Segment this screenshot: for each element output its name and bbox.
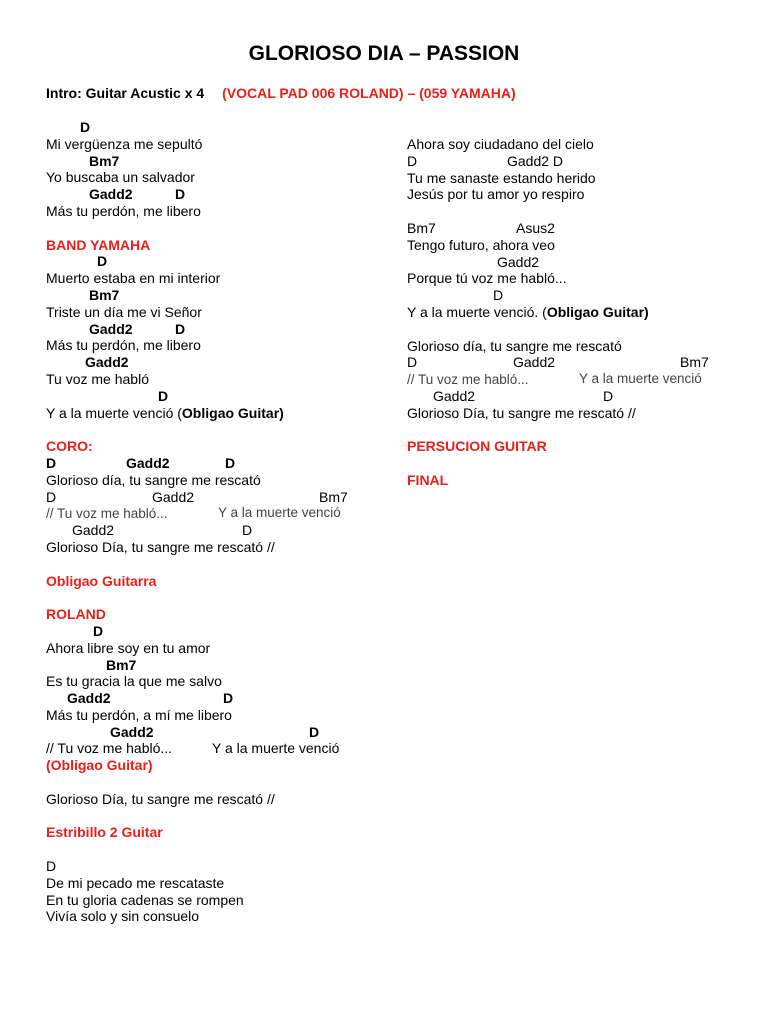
chord-line bbox=[407, 354, 747, 371]
intro-label: Intro: Guitar Acustic x 4 bbox=[46, 85, 205, 101]
section-heading-coro: CORO: bbox=[46, 438, 93, 455]
lyric-line: Glorioso Día, tu sangre me rescató // bbox=[46, 538, 275, 555]
lyric-line: Glorioso Día, tu sangre me rescató // bbox=[46, 790, 275, 807]
lyric-line: Ahora soy ciudadano del cielo bbox=[407, 136, 594, 152]
section-heading-estribillo: Estribillo 2 Guitar bbox=[46, 824, 163, 841]
lyric-line: Porque tú voz me habló... bbox=[407, 270, 567, 287]
chord: D bbox=[493, 287, 504, 304]
chord-line bbox=[46, 455, 386, 472]
chord-line bbox=[407, 254, 747, 271]
lyric-line: Más tu perdón, me libero bbox=[46, 202, 201, 219]
lyric-line: Vivía solo y sin consuelo bbox=[46, 908, 200, 925]
chord: D bbox=[225, 454, 236, 471]
right-column bbox=[407, 136, 747, 489]
chord: Gadd2 bbox=[152, 488, 195, 505]
spacer bbox=[46, 556, 386, 573]
spacer bbox=[46, 421, 386, 438]
chord: D bbox=[80, 119, 91, 135]
chord-line bbox=[46, 690, 386, 707]
chord-line bbox=[46, 724, 386, 741]
chord-line bbox=[46, 119, 386, 136]
section-heading-band: BAND YAMAHA bbox=[46, 236, 151, 253]
lyric-line: Glorioso día, tu sangre me rescató bbox=[46, 471, 261, 488]
chord-line bbox=[46, 354, 386, 371]
chord-line bbox=[46, 186, 386, 203]
chord-line bbox=[46, 253, 386, 270]
lyric-line: // Tu voz me habló... Y a la muerte venció bbox=[46, 740, 340, 757]
lyric-line: Jesús por tu amor yo respiro bbox=[407, 186, 585, 203]
chord: Asus2 bbox=[516, 219, 555, 236]
spacer bbox=[46, 774, 386, 791]
obligao-note: (Obligao Guitar) bbox=[46, 757, 153, 774]
spacer bbox=[46, 220, 386, 237]
chord: Gadd2 bbox=[85, 354, 129, 371]
spacer bbox=[407, 203, 747, 220]
chord: Bm7 bbox=[89, 286, 120, 303]
lyric-line: Y a la muerte venció. (Obligao Guitar) bbox=[407, 303, 649, 320]
chord-line bbox=[407, 287, 747, 304]
lyric-line: Ahora libre soy en tu amor bbox=[46, 639, 211, 656]
chord: Bm7 bbox=[106, 656, 137, 673]
lyric-line: Es tu gracia la que me salvo bbox=[46, 673, 222, 690]
spacer bbox=[407, 455, 747, 472]
chord: D bbox=[175, 186, 186, 203]
chord: D bbox=[309, 723, 320, 740]
lyric-line: Mi vergüenza me sepultó bbox=[46, 135, 203, 152]
spacer bbox=[46, 841, 386, 858]
left-column bbox=[46, 119, 386, 925]
chord-line bbox=[46, 522, 386, 539]
lyric-line: // Tu voz me habló... Y a la muerte venció bbox=[407, 371, 702, 388]
section-heading-obligao: Obligao Guitarra bbox=[46, 572, 157, 589]
chord: D bbox=[46, 488, 57, 505]
chord: Gadd2 bbox=[433, 387, 476, 404]
spacer bbox=[407, 422, 747, 439]
section-heading-persucion: PERSUCION GUITAR bbox=[407, 438, 547, 455]
lyric-line: Yo buscaba un salvador bbox=[46, 169, 195, 186]
lyric-line: Tu voz me habló bbox=[46, 370, 149, 387]
intro-line bbox=[46, 85, 516, 102]
chord: Gadd2 bbox=[126, 454, 170, 471]
chord: D bbox=[223, 690, 234, 707]
chord: D bbox=[93, 622, 104, 639]
lyric-line: De mi pecado me rescataste bbox=[46, 874, 225, 891]
chord: Bm7 bbox=[89, 152, 120, 169]
lyric-line: // Tu voz me habló... Y a la muerte venció bbox=[46, 505, 341, 522]
lyric-line: En tu gloria cadenas se rompen bbox=[46, 891, 244, 908]
chord-line bbox=[407, 153, 747, 170]
chord-line bbox=[46, 287, 386, 304]
chord: Bm7 bbox=[680, 354, 709, 371]
chord: Bm7 bbox=[407, 219, 436, 236]
section-heading-roland: ROLAND bbox=[46, 606, 106, 623]
chord: D bbox=[97, 253, 108, 270]
spacer bbox=[46, 589, 386, 606]
lyric-line: Glorioso día, tu sangre me rescató bbox=[407, 337, 622, 354]
chord-line bbox=[407, 220, 747, 237]
lyric-line: Triste un día me vi Señor bbox=[46, 303, 202, 320]
chord: Gadd2 bbox=[89, 320, 133, 337]
chord: Gadd2 bbox=[497, 253, 540, 270]
chord: Gadd2 bbox=[110, 723, 154, 740]
chord: D bbox=[175, 320, 186, 337]
lyric-line: Más tu perdón, a mí me libero bbox=[46, 706, 232, 723]
lyric-line: Tengo futuro, ahora veo bbox=[407, 236, 555, 253]
chord: Gadd2 bbox=[72, 522, 115, 539]
chord: Bm7 bbox=[319, 488, 348, 505]
spacer bbox=[46, 808, 386, 825]
chord-line bbox=[407, 388, 747, 405]
chord: Gadd2 bbox=[513, 354, 556, 371]
chord: D bbox=[158, 387, 169, 404]
chord-line bbox=[46, 321, 386, 338]
chord: Gadd2 D bbox=[507, 152, 564, 169]
chord-line bbox=[46, 657, 386, 674]
section-heading-final: FINAL bbox=[407, 471, 449, 488]
chord: Gadd2 bbox=[89, 186, 133, 203]
chord: D bbox=[46, 454, 57, 471]
chord-line bbox=[46, 623, 386, 640]
lyric-line: Tu me sanaste estando herido bbox=[407, 169, 596, 186]
chord-line bbox=[46, 489, 386, 506]
lyric-line: Más tu perdón, me libero bbox=[46, 337, 201, 354]
spacer bbox=[407, 321, 747, 338]
chord: D bbox=[242, 522, 253, 539]
chord: D bbox=[603, 387, 614, 404]
chord: D bbox=[407, 354, 418, 371]
lyric-line: Glorioso Día, tu sangre me rescató // bbox=[407, 404, 636, 421]
chord-line bbox=[46, 153, 386, 170]
chord-line bbox=[46, 388, 386, 405]
chord: Gadd2 bbox=[67, 690, 111, 707]
song-title: GLORIOSO DIA – PASSION bbox=[248, 42, 520, 65]
lyric-line: Muerto estaba en mi interior bbox=[46, 270, 221, 287]
chord-line: D bbox=[46, 858, 57, 875]
intro-note: (VOCAL PAD 006 ROLAND) – (059 YAMAHA) bbox=[222, 85, 516, 101]
chord: D bbox=[407, 152, 418, 169]
lyric-line: Y a la muerte venció (Obligao Guitar) bbox=[46, 404, 284, 421]
